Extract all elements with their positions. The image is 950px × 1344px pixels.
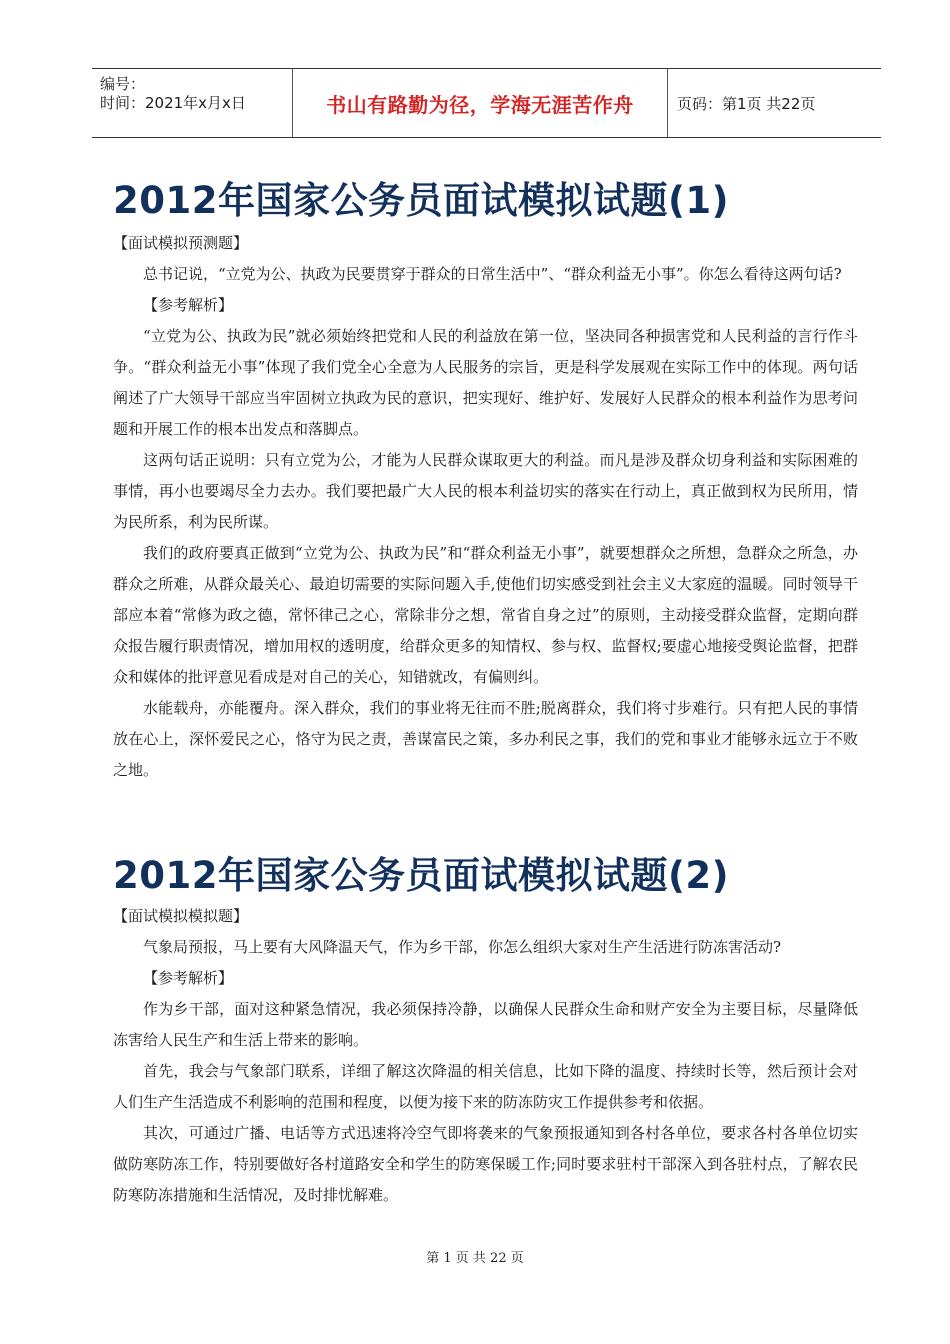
section2-paragraph: 首先，我会与气象部门联系，详细了解这次降温的相关信息，比如下降的温度、持续时长等，然后预计会对人们生产生活造成不利影响的范围和程度，以便为接下来的防冻防灾工作提供参考和依据。 — [113, 1062, 858, 1111]
time-label: 时间：2021年x月x日 — [100, 94, 246, 112]
section2-paragraph: 其次，可通过广播、电话等方式迅速将冷空气即将袭来的气象预报通知到各村各单位，要求各村各单位切实做防寒防冻工作，特别要做好各村道路安全和学生的防寒保暖工作;同时要求驻村干部深入到各驻村点，了解农民防寒防冻措施和生活情况，及时排忧解难。 — [113, 1124, 858, 1204]
header-meta — [92, 69, 292, 137]
section2-title: 2012年国家公务员面试模拟试题(2) — [113, 854, 730, 897]
section1-title: 2012年国家公务员面试模拟试题(1) — [113, 179, 730, 222]
section1-body — [113, 228, 858, 786]
section2-question: 气象局预报，马上要有大风降温天气，作为乡干部，你怎么组织大家对生产生活进行防冻害活动? — [143, 938, 782, 956]
section1-paragraph: “立党为公、执政为民”就必须始终把党和人民的利益放在第一位，坚决同各种损害党和人民利益的言行作斗争。“群众利益无小事”体现了我们党全心全意为人民服务的宗旨，更是科学发展观在实际工作中的体现。两句话阐述了广大领导干部应当牢固树立执政为民的意识，把实现好、维护好、发展好人民群众的根本利益作为思考问题和开展工作的根本出发点和落脚点。 — [113, 327, 858, 438]
document-header — [92, 68, 881, 138]
section2-paragraph: 作为乡干部，面对这种紧急情况，我必须保持冷静，以确保人民群众生命和财产安全为主要目标，尽量降低冻害给人民生产和生活上带来的影响。 — [113, 1000, 858, 1049]
code-label: 编号： — [100, 75, 146, 93]
section1-tag: 【面试模拟预测题】 — [113, 234, 249, 252]
page-footer: 第 1 页 共 22 页 — [426, 1251, 524, 1266]
section2-body — [113, 901, 858, 1211]
section1-paragraph: 我们的政府要真正做到“立党为公、执政为民”和“群众利益无小事”，就要想群众之所想，急群众之所急，办群众之所难，从群众最关心、最迫切需要的实际问题入手,使他们切实感受到社会主义大家庭的温暖。同时领导干部应本着“常修为政之德，常怀律己之心，常除非分之想，常省自身之过”的原则，主动接受群众监督，定期向群众报告履行职责情况，增加用权的透明度，给群众更多的知情权、参与权、监督权;要虚心地接受舆论监督，把群众和媒体的批评意见看成是对自己的关心，知错就改，有偏则纠。 — [113, 544, 858, 686]
section2-answer-tag: 【参考解析】 — [143, 969, 234, 987]
header-motto: 书山有路勤为径，学海无涯苦作舟 — [292, 69, 668, 137]
section1-paragraph: 这两句话正说明：只有立党为公，才能为人民群众谋取更大的利益。而凡是涉及群众切身利益和实际困难的事情，再小也要竭尽全力去办。我们要把最广大人民的根本利益切实的落实在行动上，真正做到权为民所用，情为民所系，利为民所谋。 — [113, 451, 858, 531]
section2-tag: 【面试模拟模拟题】 — [113, 907, 249, 925]
section1-answer-tag: 【参考解析】 — [143, 296, 234, 314]
section1-paragraph: 水能载舟，亦能覆舟。深入群众，我们的事业将无往而不胜;脱离群众，我们将寸步难行。只有把人民的事情放在心上，深怀爱民之心，恪守为民之责，善谋富民之策，多办利民之事，我们的党和事业才能够永远立于不败之地。 — [113, 699, 858, 779]
section1-question: 总书记说，“立党为公、执政为民要贯穿于群众的日常生活中”、“群众利益无小事”。你怎么看待这两句话? — [143, 265, 842, 283]
header-page-info: 页码：第1页 共22页 — [677, 94, 816, 113]
